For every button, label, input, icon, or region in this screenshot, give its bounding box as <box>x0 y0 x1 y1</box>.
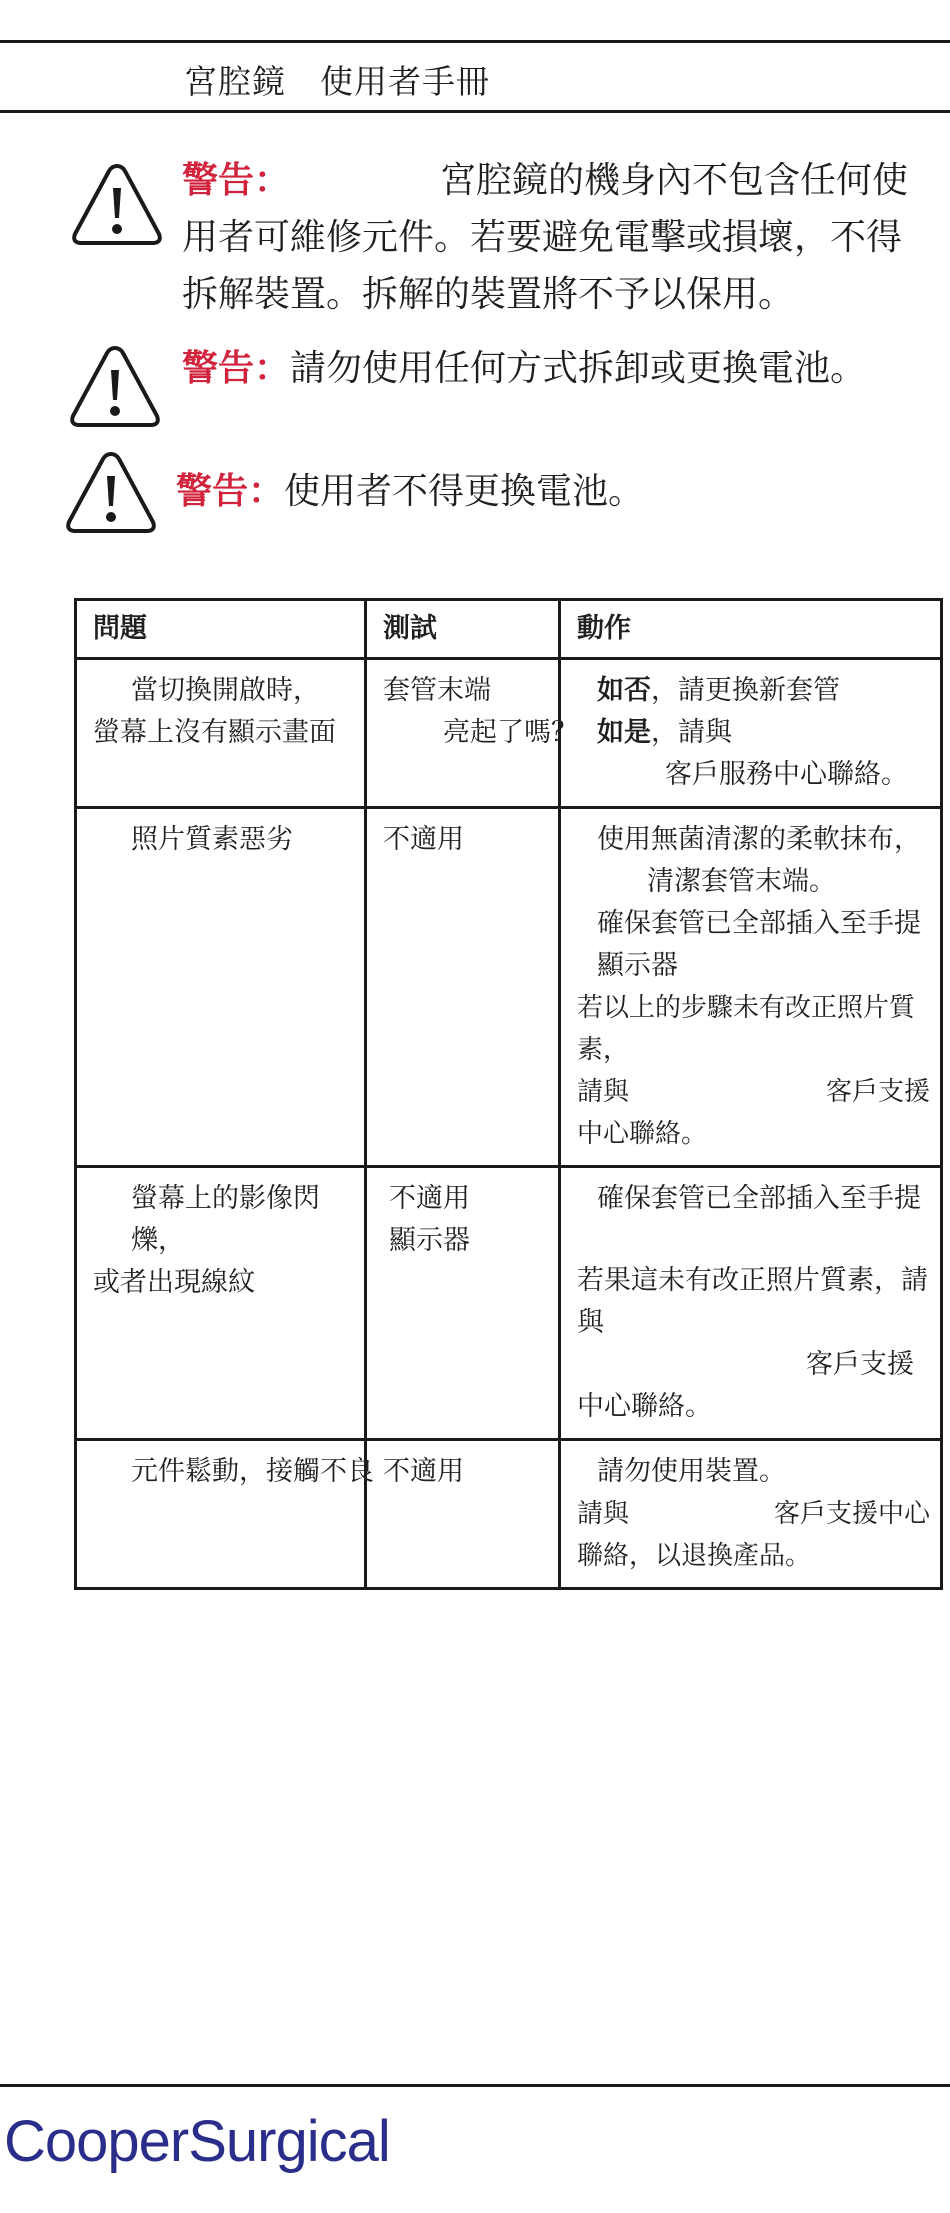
cell-text: 確保套管已全部插入至手提 <box>597 908 921 939</box>
problem-cell <box>76 1167 366 1440</box>
cell-text: 中心聯絡。 <box>577 1391 712 1422</box>
test-cell <box>366 659 578 808</box>
warning-label: 警告： <box>182 160 291 201</box>
header-bottom-rule <box>0 110 950 113</box>
cell-text: 客戶服務中心聯絡。 <box>665 759 908 790</box>
column-header-action: 動作 <box>560 600 942 659</box>
table-row <box>76 659 942 808</box>
column-header-problem: 問題 <box>76 600 366 659</box>
warning-text-line: 請勿使用任何方式拆卸或更換電池。 <box>290 348 867 389</box>
warning-text-line: 使用者不得更換電池。 <box>284 471 645 512</box>
cell-text: ，請與 <box>651 717 732 748</box>
warning-label: 警告： <box>176 471 285 512</box>
cell-text: 請勿使用裝置。 <box>597 1456 786 1487</box>
cell-text: 若果這未有改正照片質素，請與 <box>577 1265 928 1338</box>
cell-text: 不適用 <box>389 1183 470 1214</box>
cell-text: 客戶支援 <box>825 1077 930 1107</box>
cell-text: 元件鬆動，接觸不良 <box>131 1456 374 1487</box>
test-cell <box>366 1167 560 1440</box>
cell-text: 螢幕上的影像閃爍， <box>131 1183 320 1256</box>
test-cell <box>366 1440 560 1589</box>
cell-text: 請與 <box>577 1499 630 1529</box>
warning-text-line: 宮腔鏡的機身內不包含任何使 <box>440 160 909 201</box>
warning-triangle-icon <box>68 344 162 430</box>
cell-text: 若以上的步驟未有改正照片質素， <box>577 993 916 1065</box>
table-row <box>76 1167 942 1440</box>
action-cell <box>560 808 942 1167</box>
problem-cell <box>76 808 366 1167</box>
cell-text: 套管末端 <box>383 675 491 706</box>
cell-text: 亮起了嗎？ <box>443 717 578 748</box>
page-header-title: 宮腔鏡 使用者手冊 <box>184 62 490 101</box>
cell-text: 照片質素惡劣 <box>131 824 293 855</box>
cell-text: 請與 <box>577 1077 630 1107</box>
cell-text: 客戶支援中心 <box>773 1499 930 1529</box>
cell-text: 螢幕上沒有顯示畫面 <box>93 717 336 748</box>
cell-text: 不適用 <box>383 824 464 855</box>
cell-text: 顯示器 <box>597 950 678 981</box>
action-cell <box>560 1167 942 1440</box>
test-cell <box>366 808 560 1167</box>
table-row <box>76 1440 942 1589</box>
cell-text: 不適用 <box>383 1456 464 1487</box>
cell-text: 聯絡，以退換產品。 <box>577 1541 812 1571</box>
cell-text: 當切換開啟時， <box>131 675 320 706</box>
cell-text: ，請更換新套管 <box>651 675 840 706</box>
cell-text: 顯示器 <box>389 1225 470 1256</box>
warning-triangle-icon <box>70 162 164 248</box>
warning-text-line: 拆解裝置。拆解的裝置將不予以保用。 <box>182 274 795 315</box>
table-row <box>76 808 942 1167</box>
cell-text: 清潔套管末端。 <box>647 866 836 897</box>
cell-text: 確保套管已全部插入至手提 <box>597 1183 921 1214</box>
warning-triangle-icon <box>64 450 158 536</box>
warning-label: 警告： <box>182 348 291 389</box>
coopersurgical-logo: CooperSurgical <box>4 2109 390 2174</box>
warning-text-line: 用者可維修元件。若要避免電擊或損壞，不得 <box>182 217 903 258</box>
cell-text: 使用無菌清潔的柔軟抹布， <box>597 824 921 855</box>
header-top-rule <box>0 40 950 43</box>
cell-text: 客戶支援 <box>806 1349 914 1380</box>
footer-rule <box>0 2084 950 2087</box>
cell-text-bold: 如否 <box>597 675 651 706</box>
cell-text: 或者出現線紋 <box>93 1267 255 1298</box>
problem-cell <box>76 1440 374 1589</box>
action-cell <box>560 1440 942 1589</box>
table-header-row <box>76 600 942 659</box>
column-header-test: 測試 <box>366 600 560 659</box>
action-cell <box>560 659 942 808</box>
troubleshooting-table <box>74 598 943 1590</box>
cell-text-bold: 如是 <box>597 717 651 748</box>
cell-text: 中心聯絡。 <box>577 1119 708 1149</box>
problem-cell <box>76 659 366 808</box>
